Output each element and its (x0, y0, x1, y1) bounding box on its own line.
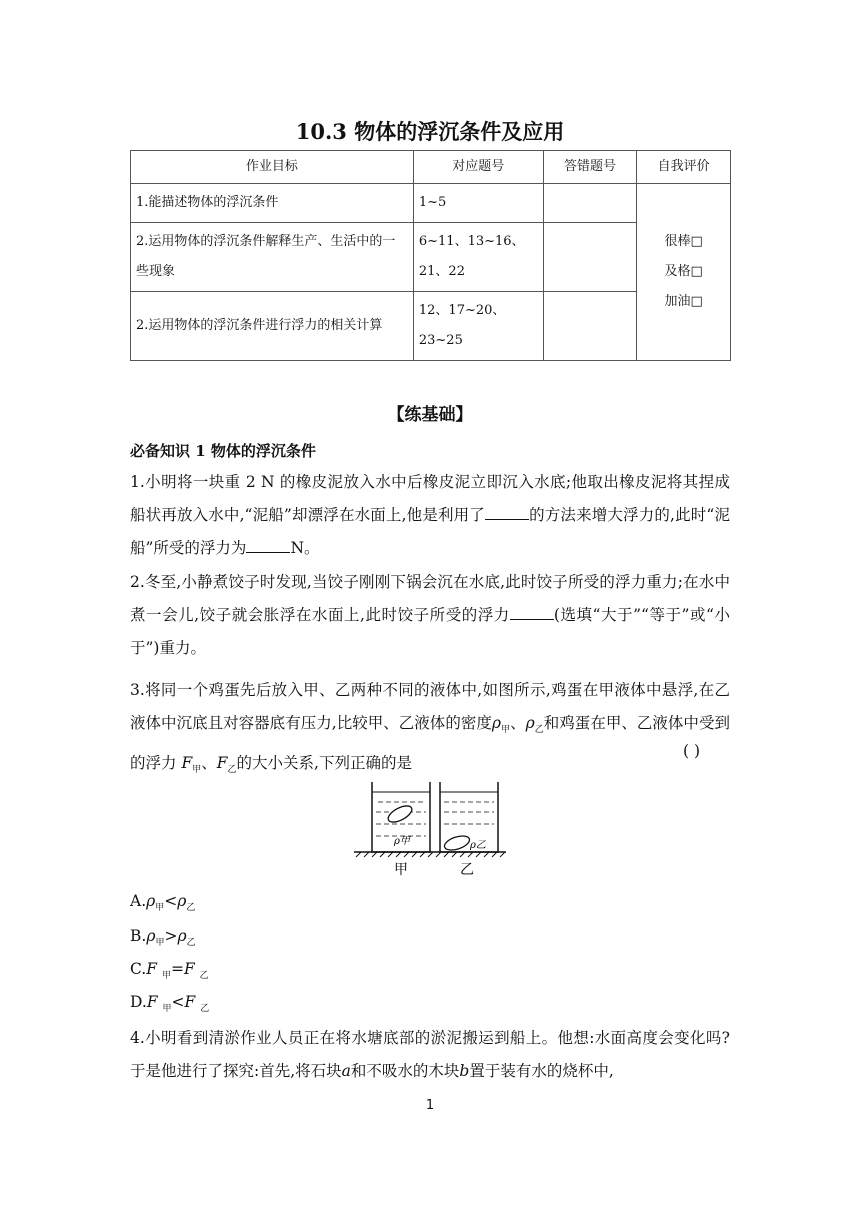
option-symbol: ρ (146, 892, 156, 910)
label-right: 乙 (460, 862, 474, 878)
items-cell: 1~5 (413, 184, 543, 223)
subscript: 乙 (227, 765, 237, 776)
subscript: 甲 (161, 971, 171, 982)
subscript: 乙 (534, 725, 544, 736)
wrong-cell (543, 223, 637, 292)
items-cell: 12、17~20、23~25 (413, 292, 543, 361)
subsection-title: 必备知识 1 物体的浮沉条件 (130, 442, 316, 460)
beaker-right (440, 782, 498, 853)
goal-cell: 1.能描述物体的浮沉条件 (131, 184, 414, 223)
goal-cell: 2.运用物体的浮沉条件解释生产、生活中的一些现象 (131, 223, 414, 292)
subscript: 乙 (200, 1004, 210, 1015)
q3-text-c: 的大小关系,下列正确的是 (236, 754, 412, 773)
section-title: 【练基础】 (387, 405, 473, 425)
subscript: 乙 (186, 903, 196, 914)
question-4 (130, 1022, 730, 1088)
subscript: 乙 (186, 938, 196, 949)
subscript: 甲 (192, 765, 202, 776)
rho-symbol: ρ (491, 714, 502, 732)
rho-left-label: ρ甲 (394, 836, 410, 847)
option-symbol: F (146, 960, 157, 978)
label-left: 甲 (394, 862, 408, 878)
subscript: 乙 (199, 971, 209, 982)
f-symbol: F (216, 754, 228, 773)
question-1 (130, 466, 730, 565)
q2-text-b: (选填“大于”“等于”或“小于”)重力。 (130, 606, 731, 657)
option-letter: A. (130, 892, 147, 910)
header-goal: 作业目标 (131, 151, 414, 184)
operator: < (171, 993, 185, 1011)
q1-text-b: 的方法来增大浮力的,此时“泥船”所受的浮力为 (130, 506, 730, 557)
separator: 、 (510, 714, 526, 732)
answer-parentheses: ( ) (683, 742, 701, 760)
subscript: 甲 (155, 903, 165, 914)
option-d (130, 993, 209, 1014)
page-title: 10.3 物体的浮沉条件及应用 (295, 119, 565, 144)
subscript: 甲 (162, 1004, 172, 1015)
wrong-cell (543, 184, 637, 223)
wrong-cell (543, 292, 637, 361)
goals-table (130, 150, 731, 361)
separator: 、 (201, 754, 217, 773)
eval-option: 及格□ (664, 264, 703, 279)
page-number: 1 (425, 1098, 435, 1113)
option-symbol: F (183, 960, 195, 978)
option-symbol: ρ (177, 927, 187, 945)
q1-text-c: N。 (290, 539, 320, 557)
option-letter: B. (130, 927, 147, 945)
goal-cell: 2.运用物体的浮沉条件进行浮力的相关计算 (131, 292, 414, 361)
items-cell: 6~11、13~16、21、22 (413, 223, 543, 292)
f-symbol: F (181, 754, 193, 773)
operator: > (164, 927, 178, 945)
q4-text-a: 4.小明看到清淤作业人员正在将水塘底部的淤泥搬运到船上。他想:水面高度会变化吗?于是他进行了探究:首先,将石块 (130, 1029, 730, 1080)
option-symbol: ρ (146, 927, 156, 945)
question-2 (130, 566, 730, 665)
table-row (131, 184, 731, 223)
rho-symbol: ρ (525, 714, 535, 732)
q4-text-c: 置于装有水的烧杯中, (469, 1062, 614, 1080)
operator: = (170, 960, 184, 978)
option-letter: D. (130, 993, 147, 1011)
option-symbol: F (146, 993, 158, 1011)
eval-option: 加油□ (664, 294, 703, 309)
option-c (130, 960, 209, 981)
q1-text-a: 1.小明将一块重 2 N 的橡皮泥放入水中后橡皮泥立即沉入水底;他取出橡皮泥将其捏成船状再放入水中,“泥船”却漂浮在水面上,他是利用了 (130, 473, 730, 524)
answer-blank (246, 538, 290, 553)
var-a: a (341, 1062, 351, 1080)
q3-text-a: 3.将同一个鸡蛋先后放入甲、乙两种不同的液体中,如图所示,鸡蛋在甲液体中悬浮,在乙液体中沉底且对容器底有压力,比较甲、乙液体的密度 (130, 681, 730, 732)
eval-option: 很棒□ (664, 234, 703, 249)
subscript: 甲 (155, 938, 165, 949)
var-b: b (459, 1062, 470, 1080)
answer-blank (510, 605, 554, 620)
answer-blank (485, 505, 529, 520)
table-header-row (131, 151, 731, 184)
header-items: 对应题号 (413, 151, 543, 184)
option-a (130, 892, 195, 913)
q3-text-b: 和鸡蛋在甲、乙液体中受到的浮力 (130, 714, 730, 773)
header-wrong: 答错题号 (543, 151, 637, 184)
rho-right-label: ρ乙 (470, 840, 486, 851)
option-symbol: F (184, 993, 196, 1011)
beakers-figure (350, 770, 510, 880)
option-letter: C. (130, 960, 147, 978)
self-eval-cell (637, 184, 731, 361)
option-b (130, 927, 196, 948)
operator: < (164, 892, 178, 910)
q4-text-b: 和不吸水的木块 (350, 1062, 460, 1080)
header-self-eval: 自我评价 (637, 151, 731, 184)
option-symbol: ρ (177, 892, 187, 910)
q2-text-a: 2.冬至,小静煮饺子时发现,当饺子刚刚下锅会沉在水底,此时饺子所受的浮力重力;在水中煮一会儿,饺子就会胀浮在水面上,此时饺子所受的浮力 (130, 573, 730, 624)
subscript: 甲 (501, 725, 511, 736)
